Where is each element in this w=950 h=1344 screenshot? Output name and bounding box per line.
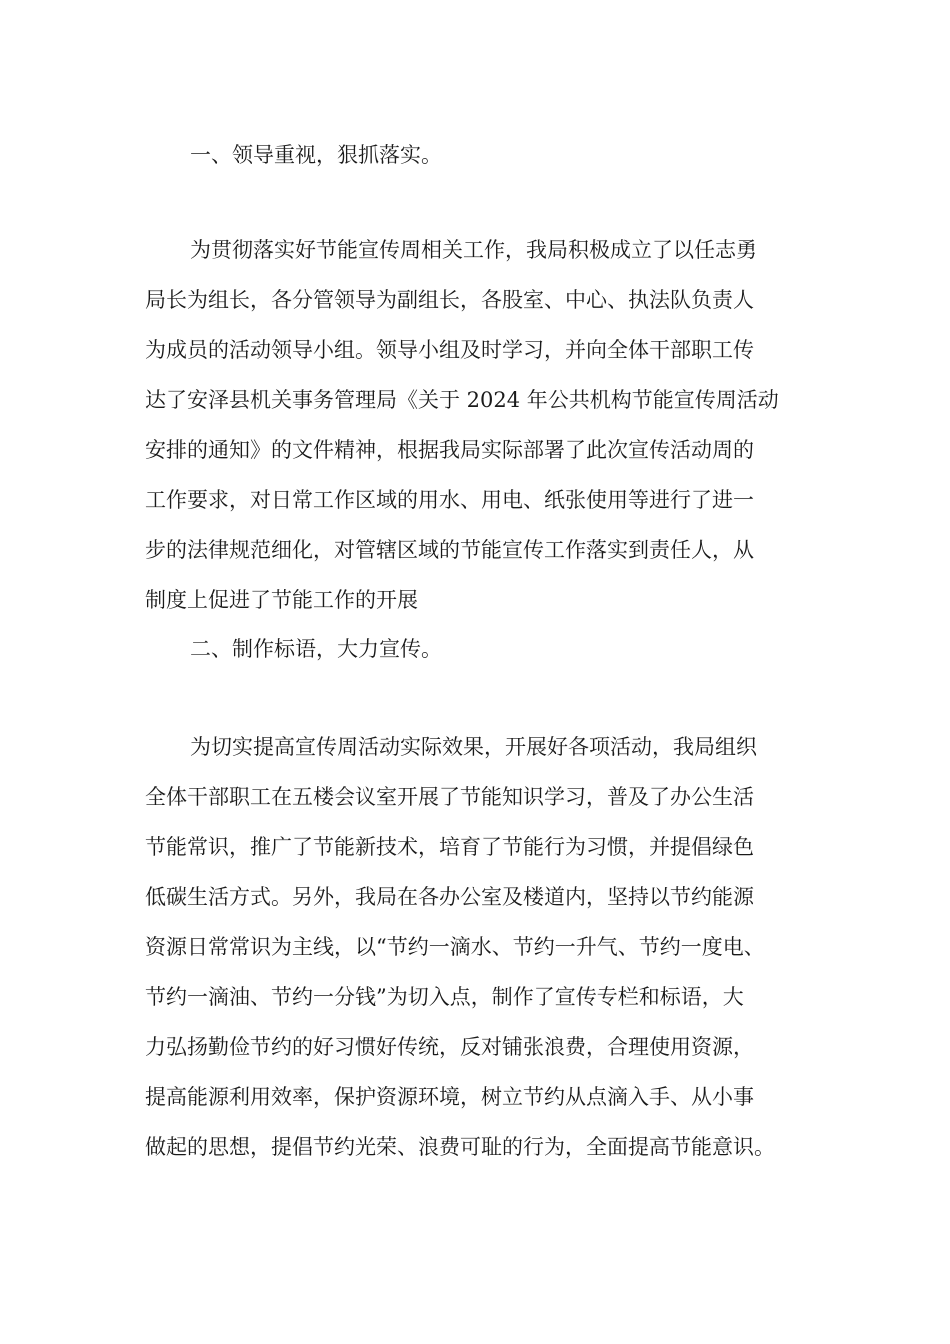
section-heading-1: 一、领导重视，狠抓落实。	[190, 143, 442, 167]
paragraph-1-line: 安排的通知》的文件精神，根据我局实际部署了此次宣传活动周的	[145, 438, 754, 462]
paragraph-1-line: 为成员的活动领导小组。领导小组及时学习，并向全体干部职工传	[145, 338, 754, 362]
paragraph-2-line: 资源日常常识为主线，以“节约一滴水、节约一升气、节约一度电、	[145, 935, 765, 959]
paragraph-1-line: 为贯彻落实好节能宣传周相关工作，我局积极成立了以任志勇	[190, 238, 757, 262]
paragraph-1-line: 制度上促进了节能工作的开展	[145, 588, 418, 612]
paragraph-2-line: 节约一滴油、节约一分钱”为切入点，制作了宣传专栏和标语，大	[145, 985, 744, 1009]
section-heading-2: 二、制作标语，大力宣传。	[190, 637, 442, 661]
paragraph-2-line: 为切实提高宣传周活动实际效果，开展好各项活动，我局组织	[190, 735, 757, 759]
paragraph-1-line: 局长为组长，各分管领导为副组长，各股室、中心、执法队负责人	[145, 288, 754, 312]
paragraph-1-line: 步的法律规范细化，对管辖区域的节能宣传工作落实到责任人，从	[145, 538, 754, 562]
paragraph-1-line: 达了安泽县机关事务管理局《关于 2024 年公共机构节能宣传周活动	[145, 388, 779, 412]
paragraph-2-line: 力弘扬勤俭节约的好习惯好传统，反对铺张浪费，合理使用资源，	[145, 1035, 754, 1059]
paragraph-2-line: 节能常识，推广了节能新技术，培育了节能行为习惯，并提倡绿色	[145, 835, 754, 859]
paragraph-2-line: 做起的思想，提倡节约光荣、浪费可耻的行为，全面提高节能意识。	[145, 1135, 775, 1159]
paragraph-1-line: 工作要求，对日常工作区域的用水、用电、纸张使用等进行了进一	[145, 488, 754, 512]
paragraph-2-line: 全体干部职工在五楼会议室开展了节能知识学习，普及了办公生活	[145, 785, 754, 809]
paragraph-2-line: 低碳生活方式。另外，我局在各办公室及楼道内，坚持以节约能源	[145, 885, 754, 909]
paragraph-2-line: 提高能源利用效率，保护资源环境，树立节约从点滴入手、从小事	[145, 1085, 754, 1109]
